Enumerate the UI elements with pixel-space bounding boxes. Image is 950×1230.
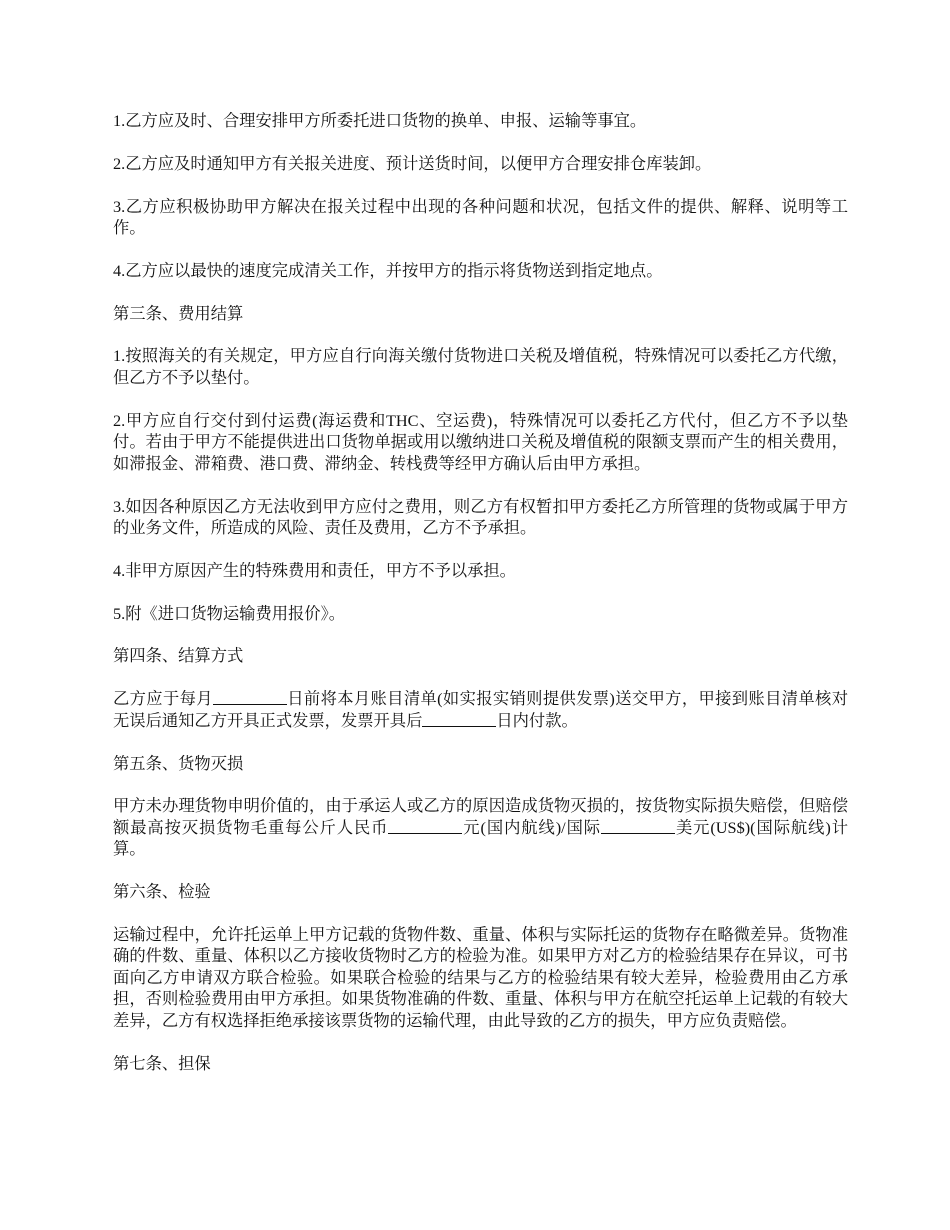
paragraph-text: 4.乙方应以最快的速度完成清关工作，并按甲方的指示将货物送到指定地点。 bbox=[113, 260, 663, 280]
heading-text: 第五条、货物灭损 bbox=[113, 753, 244, 773]
settlement-clause bbox=[113, 688, 848, 731]
section-heading-3 bbox=[113, 303, 848, 325]
paragraph-text: 3.乙方应积极协助甲方解决在报关过程中出现的各种问题和状况，包括文件的提供、解释、说明等工作。 bbox=[113, 196, 848, 238]
clause-item-3 bbox=[113, 196, 848, 239]
paragraph-text: 5.附《进口货物运输费用报价》。 bbox=[113, 603, 346, 623]
inspection-clause bbox=[113, 924, 848, 1032]
heading-text: 第六条、检验 bbox=[113, 882, 211, 902]
document-page bbox=[113, 110, 848, 1096]
paragraph-text: 4.非甲方原因产生的特殊费用和责任，甲方不予以承担。 bbox=[113, 560, 516, 580]
clause-item-4 bbox=[113, 260, 848, 282]
paragraph-text: 1.乙方应及时、合理安排甲方所委托进口货物的换单、申报、运输等事宜。 bbox=[113, 111, 647, 130]
heading-text: 第三条、费用结算 bbox=[113, 303, 244, 323]
fill-in-blank-rmb[interactable] bbox=[388, 819, 462, 834]
fee-clause-1 bbox=[113, 345, 848, 388]
section-heading-7 bbox=[113, 1053, 848, 1075]
section-heading-4 bbox=[113, 645, 848, 667]
fill-in-blank-day[interactable] bbox=[213, 690, 287, 705]
clause-item-1 bbox=[113, 110, 848, 132]
paragraph-text: 3.如因各种原因乙方无法收到甲方应付之费用，则乙方有权暂扣甲方委托乙方所管理的货物或属于甲方的业务文件，所造成的风险、责任及费用，乙方不予承担。 bbox=[113, 496, 848, 538]
fill-in-blank-usd[interactable] bbox=[601, 819, 675, 834]
cargo-loss-clause bbox=[113, 795, 848, 860]
paragraph-text: 元(国内航线)/国际 bbox=[462, 817, 602, 837]
paragraph-text: 2.乙方应及时通知甲方有关报关进度、预计送货时间，以便甲方合理安排仓库装卸。 bbox=[113, 153, 712, 173]
section-heading-6 bbox=[113, 881, 848, 903]
fee-clause-2 bbox=[113, 410, 848, 475]
fill-in-blank-days[interactable] bbox=[422, 712, 496, 727]
fee-clause-4 bbox=[113, 560, 848, 582]
paragraph-text: 运输过程中，允许托运单上甲方记载的货物件数、重量、体积与实际托运的货物存在略微差异。货物准确的件数、重量、体积以乙方接收货物时乙方的检验为准。如果甲方对乙方的检验结果存在异议，可书面向乙方申请双方联合检验。如果联合检验的结果与乙方的检验结果有较大差异，检验费用由乙方承担，否则检验费用由甲方承担。如果货物准确的件数、重量、体积与甲方在航空托运单上记载的有较大差异，乙方有权选择拒绝承接该票货物的运输代理，由此导致的乙方的损失，甲方应负责赔偿。 bbox=[113, 924, 848, 1030]
paragraph-text: 1.按照海关的有关规定，甲方应自行向海关缴付货物进口关税及增值税，特殊情况可以委托乙方代缴，但乙方不予以垫付。 bbox=[113, 346, 848, 387]
paragraph-text: 乙方应于每月 bbox=[113, 689, 213, 709]
fee-clause-3 bbox=[113, 496, 848, 539]
heading-text: 第七条、担保 bbox=[113, 1053, 211, 1073]
paragraph-text: 甲方未办理货物申明价值的，由于承运人或乙方的原因造成货物灭损的，按货物实际损失赔偿，但赔偿额最高按灭损货物毛重每公斤人民币 bbox=[113, 796, 848, 837]
paragraph-text: 日前将本月账目清单(如实报实销则提供发票)送交甲方，甲接到账目清单核对无误后通知乙方开具正式发票，发票开具后 bbox=[113, 689, 848, 730]
section-heading-5 bbox=[113, 753, 848, 775]
fee-clause-5 bbox=[113, 603, 848, 625]
heading-text: 第四条、结算方式 bbox=[113, 646, 244, 666]
paragraph-text: 美元(US$)(国际航线)计算。 bbox=[113, 817, 848, 859]
clause-item-2 bbox=[113, 153, 848, 175]
paragraph-text: 2.甲方应自行交付到付运费(海运费和THC、空运费)，特殊情况可以委托乙方代付，但乙方不予以垫付。若由于甲方不能提供进出口货物单据或用以缴纳进口关税及增值税的限额支票而产生的相关费用，如滞报金、滞箱费、港口费、滞纳金、转栈费等经甲方确认后由甲方承担。 bbox=[113, 410, 848, 473]
paragraph-text: 日内付款。 bbox=[496, 710, 578, 730]
